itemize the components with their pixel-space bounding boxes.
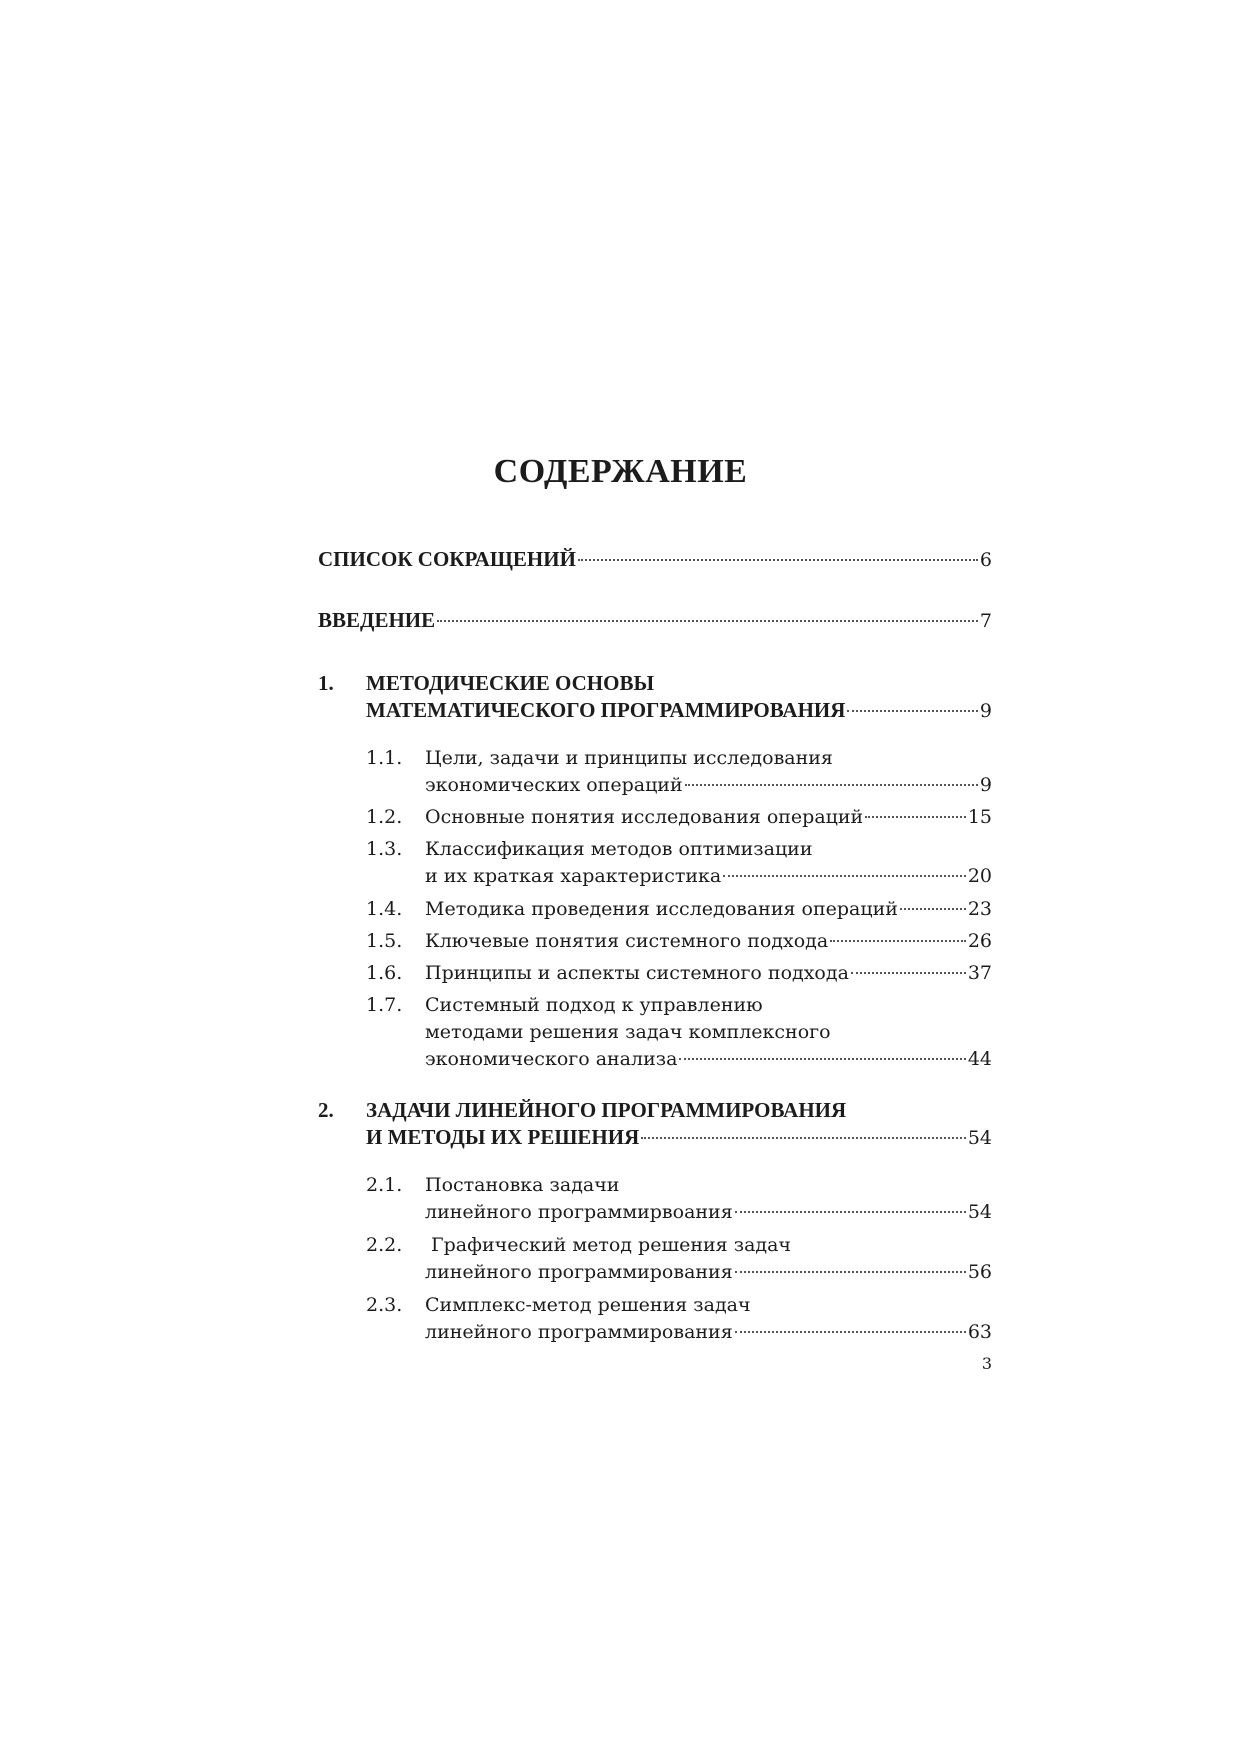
toc-page-number: 26 xyxy=(967,930,992,952)
toc-entry-introduction[interactable] xyxy=(318,607,992,635)
toc-page-number: 44 xyxy=(967,1048,992,1070)
section-2-1-title-line1[interactable]: Постановка задачи xyxy=(425,1174,620,1196)
dot-leader xyxy=(685,784,978,786)
dot-leader xyxy=(723,875,966,877)
dot-leader xyxy=(847,710,977,712)
dot-leader xyxy=(900,908,966,910)
dot-leader xyxy=(735,1271,966,1273)
section-1-2-number: 1.2. xyxy=(366,806,403,828)
toc-title: СОДЕРЖАНИЕ xyxy=(493,453,748,490)
toc-entry-section-1-2[interactable] xyxy=(425,804,992,831)
toc-entry-section-1-7[interactable] xyxy=(425,1046,992,1073)
chapter-1-title-line1[interactable]: МЕТОДИЧЕСКИЕ ОСНОВЫ xyxy=(366,671,655,695)
toc-entry-text: линейного программирования xyxy=(425,1321,733,1343)
toc-page-number: 56 xyxy=(967,1261,992,1283)
dot-leader xyxy=(851,972,966,974)
toc-entry-section-2-3[interactable] xyxy=(425,1319,992,1346)
dot-leader xyxy=(437,620,978,622)
dot-leader xyxy=(641,1137,966,1139)
toc-entry-abbreviations[interactable] xyxy=(318,546,992,574)
toc-page-number: 63 xyxy=(967,1321,992,1343)
section-2-3-title-line1[interactable]: Симплекс-метод решения задач xyxy=(425,1294,751,1316)
toc-entry-section-1-4[interactable] xyxy=(425,896,992,923)
section-1-3-title-line1[interactable]: Классификация методов оптимизации xyxy=(425,838,813,860)
section-1-1-title-line1[interactable]: Цели, задачи и принципы исследования xyxy=(425,747,833,769)
toc-entry-text: СПИСОК СОКРАЩЕНИЙ xyxy=(318,547,576,571)
dot-leader xyxy=(679,1058,965,1060)
section-1-5-number: 1.5. xyxy=(366,930,403,952)
section-1-1-number: 1.1. xyxy=(366,747,403,769)
toc-entry-text: МАТЕМАТИЧЕСКОГО ПРОГРАММИРОВАНИЯ xyxy=(366,698,846,722)
toc-entry-chapter-1[interactable] xyxy=(366,697,992,725)
toc-entry-text: линейного программирвоания xyxy=(425,1201,733,1223)
toc-page-number: 20 xyxy=(967,865,992,887)
toc-entry-text: Основные понятия исследования операций xyxy=(425,806,864,828)
toc-page-number: 6 xyxy=(979,549,992,571)
section-2-2-number: 2.2. xyxy=(366,1234,403,1256)
toc-entry-text: и их краткая характеристика xyxy=(425,865,722,887)
toc-page-number: 7 xyxy=(979,610,992,632)
toc-entry-text: линейного программирования xyxy=(425,1261,733,1283)
dot-leader xyxy=(830,940,966,942)
toc-entry-text: Ключевые понятия системного подхода xyxy=(425,930,829,952)
section-2-1-number: 2.1. xyxy=(366,1174,403,1196)
toc-entry-section-2-2[interactable] xyxy=(425,1259,992,1286)
section-2-2-title-line1[interactable]: Графический метод решения задач xyxy=(425,1234,791,1256)
toc-page-number: 37 xyxy=(967,962,992,984)
chapter-1-number: 1. xyxy=(318,671,334,695)
section-1-7-title-line1[interactable]: Системный подход к управлению xyxy=(425,994,763,1016)
toc-page-number: 9 xyxy=(979,700,992,722)
chapter-2-title-line1[interactable]: ЗАДАЧИ ЛИНЕЙНОГО ПРОГРАММИРОВАНИЯ xyxy=(366,1098,847,1122)
toc-entry-text: экономического анализа xyxy=(425,1048,678,1070)
toc-page-number: 54 xyxy=(967,1127,992,1149)
section-1-4-number: 1.4. xyxy=(366,898,403,920)
toc-entry-section-1-6[interactable] xyxy=(425,960,992,987)
toc-entry-text: Методика проведения исследования операций xyxy=(425,898,898,920)
dot-leader xyxy=(578,559,978,561)
toc-page-number: 23 xyxy=(967,898,992,920)
dot-leader xyxy=(735,1211,966,1213)
section-1-7-number: 1.7. xyxy=(366,994,403,1016)
dot-leader xyxy=(865,816,966,818)
toc-page-number: 15 xyxy=(967,806,992,828)
section-1-6-number: 1.6. xyxy=(366,962,403,984)
section-2-3-number: 2.3. xyxy=(366,1294,403,1316)
toc-entry-chapter-2[interactable] xyxy=(366,1124,992,1152)
toc-entry-text: Принципы и аспекты системного подхода xyxy=(425,962,849,984)
toc-entry-section-1-5[interactable] xyxy=(425,928,992,955)
dot-leader xyxy=(735,1331,966,1333)
section-1-7-title-line2[interactable]: методами решения задач комплексного xyxy=(425,1021,831,1043)
toc-entry-text: И МЕТОДЫ ИХ РЕШЕНИЯ xyxy=(366,1125,640,1149)
toc-page-number: 54 xyxy=(967,1201,992,1223)
toc-entry-section-2-1[interactable] xyxy=(425,1199,992,1226)
toc-page-number: 9 xyxy=(979,774,992,796)
page-number: 3 xyxy=(981,1354,992,1373)
toc-entry-text: экономических операций xyxy=(425,774,683,796)
toc-entry-section-1-1[interactable] xyxy=(425,772,992,799)
section-1-3-number: 1.3. xyxy=(366,838,403,860)
toc-entry-text: ВВЕДЕНИЕ xyxy=(318,608,436,632)
chapter-2-number: 2. xyxy=(318,1098,334,1122)
toc-entry-section-1-3[interactable] xyxy=(425,863,992,890)
